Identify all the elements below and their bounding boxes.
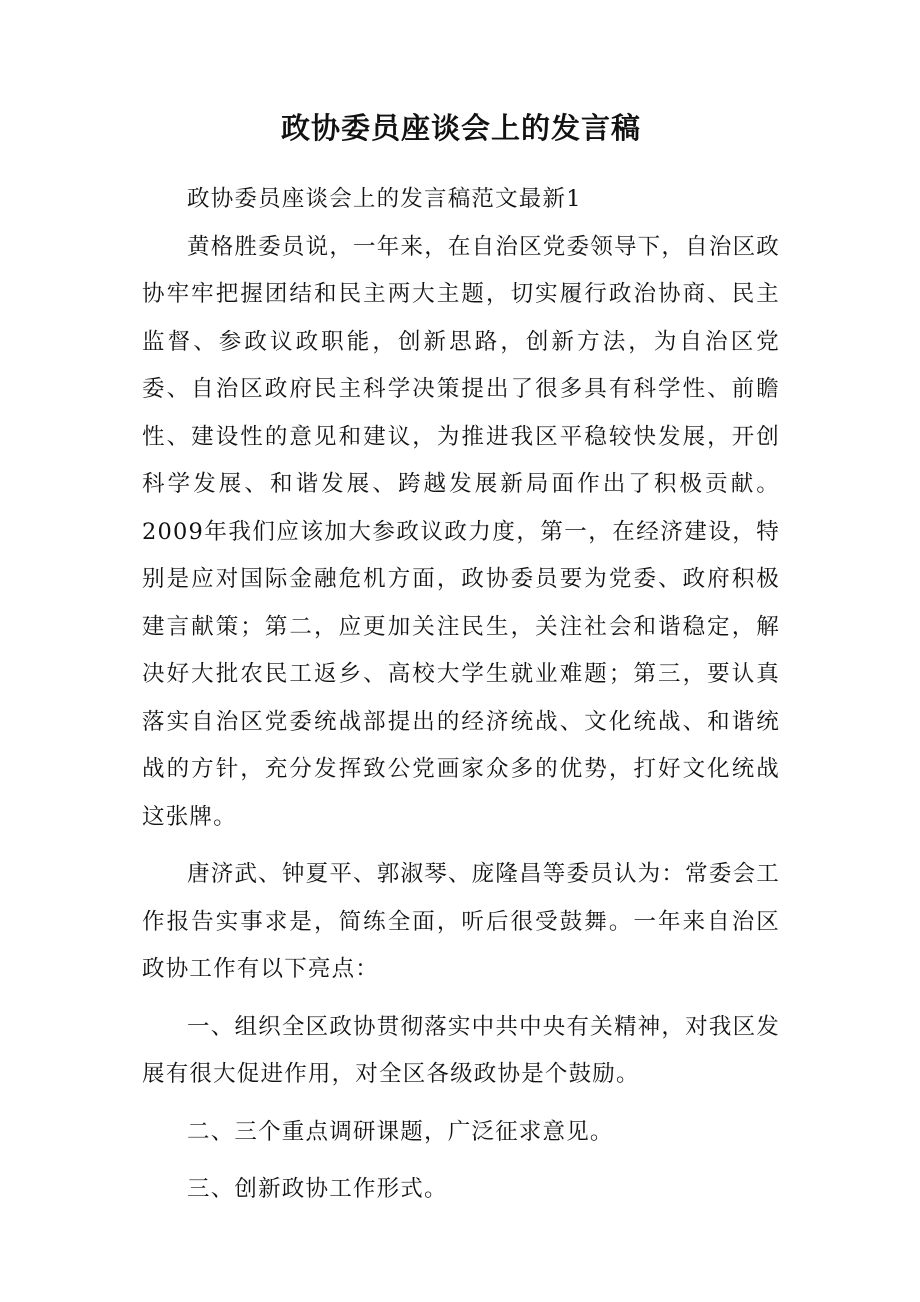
paragraph-committee-members: 唐济武、钟夏平、郭淑琴、庞隆昌等委员认为：常委会工作报告实事求是，简练全面，听后很受鼓舞。一年来自治区政协工作有以下亮点： [142,861,780,982]
paragraph-point-two: 二、三个重点调研课题，广泛征求意见。 [187,1118,614,1145]
paragraph-huang-gesheng: 黄格胜委员说，一年来，在自治区党委领导下，自治区政协牢牢把握团结和民主两大主题，切实履行政治协商、民主监督、参政议政职能，创新思路，创新方法，为自治区党委、自治区政府民主科学决策提出了很多具有科学性、前瞻性、建设性的意见和建议，为推进我区平稳较快发展，开创科学发展、和谐发展、跨越发展新局面作出了积极贡献。2009年我们应该加大参政议政力度，第一，在经济建设，特别是应对国际金融危机方面，政协委员要为党委、政府积极建言献策；第二，应更加关注民生，关注社会和谐稳定，解决好大批农民工返乡、高校大学生就业难题；第三，要认真落实自治区党委统战部提出的经济统战、文化统战、和谐统战的方针，充分发挥致公党画家众多的优势，打好文化统战这张牌。 [142,233,780,830]
paragraph-point-three: 三、创新政协工作形式。 [187,1176,448,1202]
document-title: 政协委员座谈会上的发言稿 [280,111,641,145]
document-subtitle: 政协委员座谈会上的发言稿范文最新1 [187,186,582,212]
paragraph-point-one: 一、组织全区政协贯彻落实中共中央有关精神，对我区发展有很大促进作用，对全区各级政协是个鼓励。 [142,1013,780,1087]
